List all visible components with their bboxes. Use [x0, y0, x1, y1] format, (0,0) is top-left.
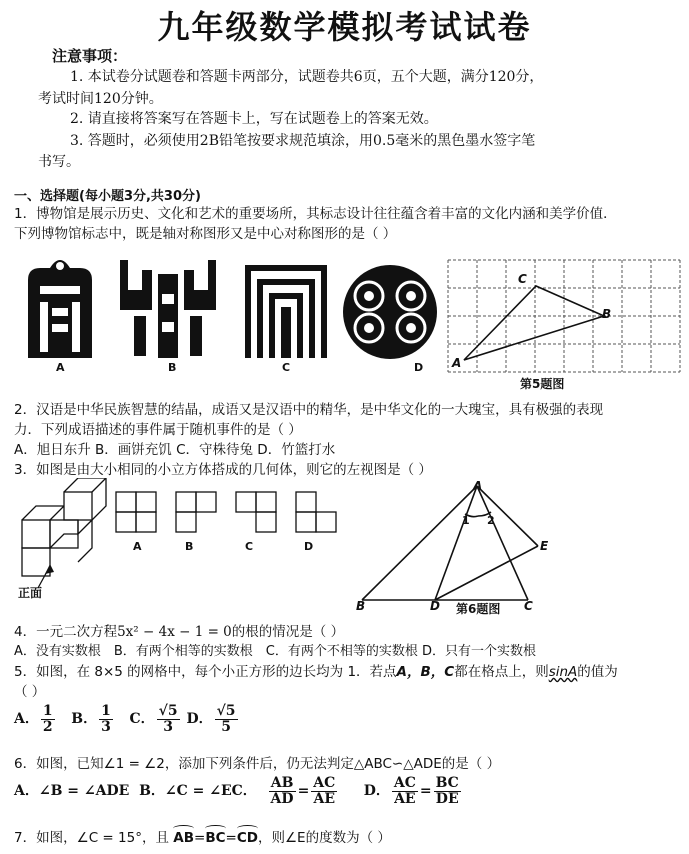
fig6-point-d: D	[430, 599, 440, 613]
page-title: 九年级数学模拟考试试卷	[157, 8, 532, 46]
frac-num: AC	[393, 775, 416, 791]
q7-arc-bc: BC	[205, 830, 226, 846]
q3-solid-figure	[22, 478, 106, 576]
logo-label-c: C	[282, 361, 291, 374]
fig6-angle-1: 1	[462, 514, 470, 527]
frac-num: BC	[435, 775, 459, 791]
fig6-point-e: E	[540, 539, 549, 553]
fig6-point-c: C	[524, 599, 533, 613]
logo-a-icon	[28, 260, 92, 358]
frac-num: 1	[42, 703, 53, 719]
section-heading: 一、选择题(每小题3分,共30分)	[14, 189, 201, 204]
q3-label-d: D	[304, 540, 314, 553]
logo-c-icon	[248, 268, 324, 358]
q5-pre: 5．如图，在 8×5 的网格中，每个小正方形的边长均为 1．若点	[14, 664, 397, 680]
frac-den: 3	[101, 718, 111, 735]
q7-eq-1: =	[194, 830, 206, 846]
q6-opt-d-frac-2	[434, 776, 461, 806]
q6-opt-c-frac-1	[269, 776, 296, 806]
q4-options: A．没有实数根 B．有两个相等的实数根 C．有两个不相等的实数根 D．只有一个实数根	[14, 644, 537, 659]
note-line-3: 3. 答题时，必须使用2B铅笔按要求规范填涂，用0.5毫米的黑色墨水签字笔	[70, 133, 536, 149]
q3-front-label: 正面	[18, 586, 43, 600]
note-line-1: 1. 本试卷分试题卷和答题卡两部分，试题卷共6页，五个大题，满分120分，	[70, 69, 544, 85]
fig5-point-c: C	[518, 272, 527, 286]
fig5-grid-figure	[440, 256, 685, 391]
q4-pre: 4．一元二次方程	[14, 624, 118, 640]
q5-opt-a-frac	[41, 704, 55, 734]
q2-line-2: 力．下列成语描述的事件属于随机事件的是（ ）	[14, 422, 302, 438]
frac-den: 2	[42, 718, 53, 735]
q7-arc-ab: AB	[173, 830, 194, 846]
q3-option-c-view	[236, 492, 276, 532]
q2-line-1: 2．汉语是中华民族智慧的结晶，成语又是汉语中的精华，是中华文化的一大瑰宝，具有极强的表现	[14, 402, 604, 418]
q5-opt-c: C．	[129, 711, 155, 728]
q3-option-b-view	[176, 492, 216, 532]
fig5-triangle	[464, 286, 604, 360]
frac-den: DE	[435, 790, 459, 807]
q1-line-2: 下列博物馆标志中，既是轴对称图形又是中心对称图形的是（ ）	[14, 226, 397, 242]
q5-options	[14, 704, 240, 734]
q6-opt-a: A．∠B = ∠ADE	[14, 783, 130, 800]
q5-post: 的值为	[577, 664, 618, 680]
q5-line-2: （ ）	[14, 684, 46, 700]
q5-opt-b: B．	[71, 711, 98, 728]
q2-options: A．旭日东升 B．画饼充饥 C．守株待兔 D．竹篮打水	[14, 442, 336, 458]
fig5-point-b: B	[602, 307, 612, 321]
fig5-point-a: A	[452, 356, 462, 370]
q6-opt-c-eq: =	[297, 783, 310, 800]
frac-num: √5	[216, 703, 236, 719]
q6-opt-d: D．	[363, 783, 390, 800]
frac-den: 5	[221, 718, 231, 735]
q3-label-a: A	[133, 540, 142, 553]
q5-opt-a: A．	[14, 711, 39, 728]
q5-opt-d: D．	[186, 711, 213, 728]
frac-num: √5	[158, 703, 178, 719]
q7-line-1	[14, 826, 391, 846]
fig6-point-b: B	[356, 599, 366, 613]
q5-opt-c-frac	[157, 704, 180, 734]
logo-d-icon	[343, 265, 437, 359]
q1-line-1: 1．博物馆是展示历史、文化和艺术的重要场所，其标志设计往往蕴含着丰富的文化内涵和美学价值．	[14, 206, 617, 222]
logo-label-d: D	[414, 361, 424, 374]
q3-option-d-view	[296, 492, 336, 532]
q6-opt-d-frac-1	[392, 776, 418, 806]
q6-line-1: 6．如图，已知∠1 = ∠2，添加下列条件后，仍无法判定△ABC∽△ADE的是（ ）	[14, 756, 501, 772]
frac-den: AE	[394, 790, 416, 807]
q6-opt-c-frac-2	[311, 776, 337, 806]
q5-opt-d-frac	[215, 704, 238, 734]
q6-options	[14, 776, 463, 806]
fig6-angle-2: 2	[487, 514, 495, 527]
q3-line-1: 3．如图是由大小相同的小立方体搭成的几何体，则它的左视图是（ ）	[14, 462, 432, 478]
q5-line-1	[14, 660, 618, 680]
q4-line-1	[14, 620, 344, 640]
q5-points: A，B，C	[396, 664, 455, 680]
fig6-caption: 第6题图	[456, 602, 501, 616]
logo-label-a: A	[56, 361, 65, 374]
frac-num: AB	[269, 776, 296, 792]
logo-b-icon	[120, 260, 216, 358]
frac-den: 3	[163, 718, 173, 735]
q6-opt-d-eq: =	[419, 783, 432, 800]
fig6-point-a: A	[473, 479, 483, 493]
notes-heading: 注意事项：	[52, 47, 128, 65]
q7-arc-cd: CD	[236, 830, 258, 846]
q4-equation: 5x² − 4x − 1 = 0	[117, 624, 232, 640]
note-line-3-cont: 书写。	[38, 154, 80, 170]
q3-label-c: C	[245, 540, 254, 553]
q5-sina: sinA	[548, 664, 578, 680]
fig5-caption: 第5题图	[520, 377, 565, 391]
frac-den: AD	[270, 790, 294, 807]
q6-opt-b: B．∠C = ∠EC．	[139, 783, 257, 800]
q3-option-a-view	[116, 492, 156, 532]
logo-label-b: B	[168, 361, 177, 374]
q7-pre: 7．如图，∠C = 15°，且	[14, 830, 169, 846]
q5-opt-b-frac	[99, 704, 113, 734]
frac-num: 1	[101, 703, 111, 719]
frac-den: AE	[313, 790, 336, 807]
q7-eq-2: =	[225, 830, 237, 846]
note-line-1-cont: 考试时间120分钟。	[38, 91, 163, 107]
q5-mid: 都在格点上，则	[454, 664, 549, 680]
q4-post: 的根的情况是（ ）	[231, 624, 345, 640]
q7-post: ，则∠E的度数为（ ）	[257, 830, 391, 846]
q3-views-figure	[14, 478, 354, 598]
museum-logos-figure	[20, 250, 440, 375]
note-line-2: 2. 请直接将答案写在答题卡上，写在试题卷上的答案无效。	[70, 111, 438, 127]
q3-label-b: B	[185, 540, 194, 553]
frac-num: AC	[313, 775, 336, 791]
